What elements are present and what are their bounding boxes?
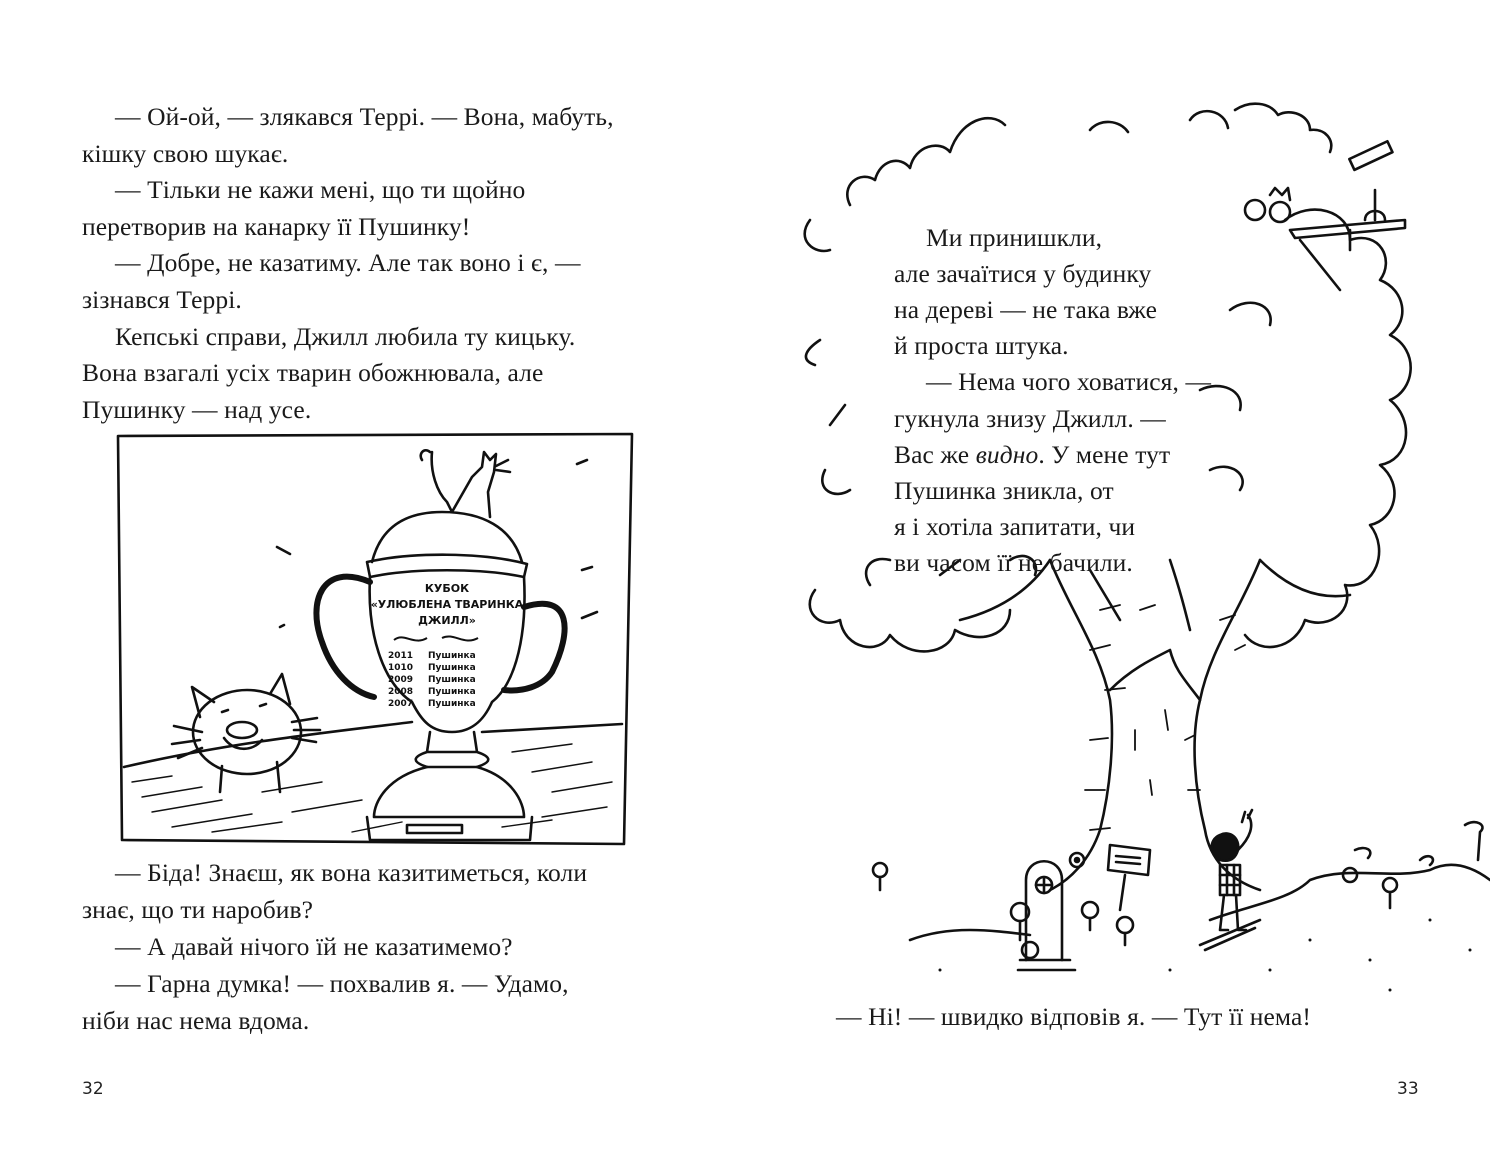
emphasis-text: видно (975, 440, 1039, 469)
text-line: — Ні! — швидко відповів я. — Тут її нема! (836, 1002, 1311, 1031)
text-line: кішку свою шукає. (82, 139, 289, 168)
trophy-entry-year: 2011 (388, 651, 414, 661)
text-line: — Ой-ой, — злякався Террі. — Вона, мабуть, (115, 102, 614, 131)
text-line: Кепські справи, Джилл любила ту кицьку. (115, 322, 576, 351)
trophy-entry-year: 2008 (388, 687, 414, 697)
trophy-title-line: «УЛЮБЛЕНА ТВАРИНКА (370, 598, 524, 611)
text-line: Вона взагалі усіх тварин обожнювала, але (82, 358, 544, 387)
right-page (750, 0, 1500, 1150)
text-line: на дереві — не така вже (894, 295, 1158, 324)
text-line: Вас же видно. У мене тут (894, 440, 1171, 469)
text-line: ви часом її не бачили. (894, 548, 1133, 577)
text-line: — Нема чого ховатися, — (926, 367, 1212, 396)
trophy-entry-name: Пушинка (428, 675, 476, 685)
page-number: 33 (1397, 1079, 1419, 1099)
page-number: 32 (82, 1079, 104, 1099)
text-line: гукнула знизу Джилл. — (894, 404, 1166, 433)
text-line: я і хотіла запитати, чи (894, 512, 1136, 541)
text-line: й проста штука. (894, 331, 1069, 360)
text-line: — Гарна думка! — похвалив я. — Удамо, (115, 969, 569, 998)
trophy-and-cat-drawing (112, 432, 640, 848)
text-line: — Біда! Знаєш, як вона казитиметься, коли (115, 858, 588, 887)
trophy-entry-year: 2009 (388, 675, 414, 685)
text-line: Пушинку — над усе. (82, 395, 312, 424)
tree-house-drawing (790, 90, 1490, 995)
trophy-entry-name: Пушинка (428, 687, 476, 697)
trophy-entry-name: Пушинка (428, 651, 476, 661)
trophy-entry-name: Пушинка (428, 699, 476, 709)
trophy-entry-year: 2007 (388, 699, 414, 709)
text-line: перетворив на канарку її Пушинку! (82, 212, 471, 241)
trophy-title-line: КУБОК (424, 582, 470, 595)
text-line: — Тільки не кажи мені, що ти щойно (115, 175, 526, 204)
trophy-entry-name: Пушинка (428, 663, 476, 673)
text-line: — А давай нічого їй не казатимемо? (115, 932, 513, 961)
text-line: знає, що ти наробив? (82, 895, 314, 924)
text-line: зізнався Террі. (82, 285, 242, 314)
text-line: але зачаїтися у будинку (894, 259, 1152, 288)
text-line: — Добре, не казатиму. Але так воно і є, — (115, 248, 581, 277)
text-line: Ми принишкли, (926, 223, 1103, 252)
text-line: Пушинка зникла, от (894, 476, 1114, 505)
trophy-title-line: ДЖИЛЛ» (418, 614, 476, 627)
trophy-entry-year: 1010 (388, 663, 414, 673)
text-line: ніби нас нема вдома. (82, 1006, 310, 1035)
